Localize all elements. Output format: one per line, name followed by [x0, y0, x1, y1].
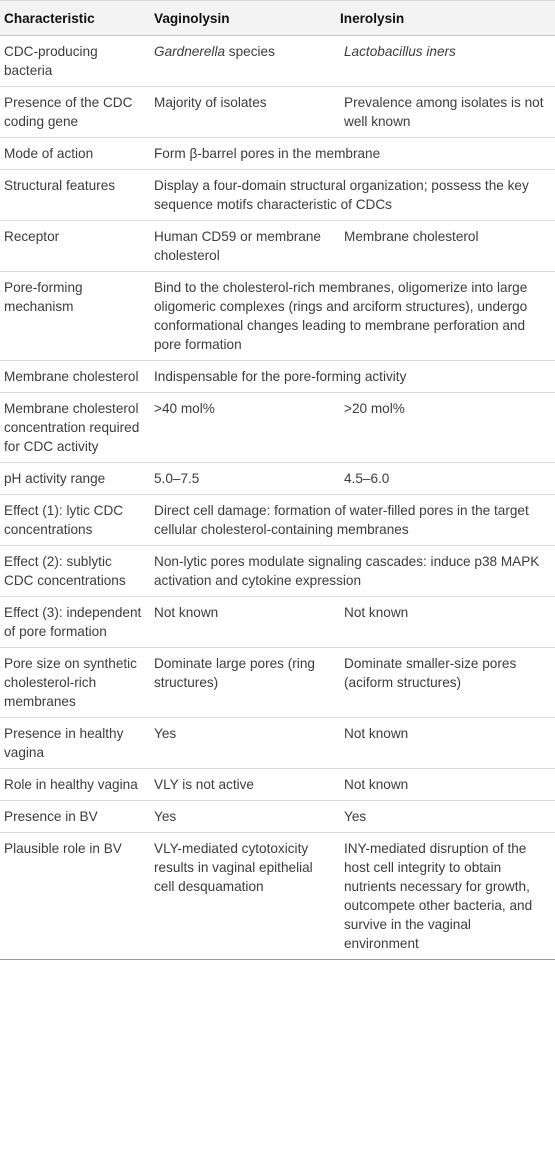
row-label: Membrane cholesterol: [4, 369, 139, 384]
row-label: Plausible role in BV: [4, 841, 122, 856]
vaginolysin-cell: Human CD59 or membrane cholesterol: [154, 229, 321, 263]
inerolysin-cell: 4.5–6.0: [344, 471, 390, 486]
row-label: Presence in healthy vagina: [4, 726, 124, 760]
table-row: [0, 221, 555, 272]
inerolysin-cell: Lactobacillus iners: [344, 44, 456, 59]
shared-cell: Non-lytic pores modulate signaling cascades: induce p38 MAPK activation and cytokine expression: [154, 554, 540, 588]
shared-cell: Indispensable for the pore-forming activity: [154, 369, 407, 384]
row-label: Receptor: [4, 229, 60, 244]
table-row: [0, 495, 555, 546]
table-row: [0, 393, 555, 463]
vaginolysin-cell: [150, 36, 336, 87]
table-row: [0, 546, 555, 597]
genus-suffix: species: [225, 44, 275, 59]
row-label: Presence of the CDC coding gene: [4, 95, 133, 129]
row-label: Pore size on synthetic cholesterol-rich membranes: [4, 656, 137, 709]
inerolysin-cell: Not known: [344, 605, 409, 620]
header-inerolysin: Inerolysin: [336, 1, 555, 36]
inerolysin-cell: Dominate smaller-size pores (aciform structures): [344, 656, 517, 690]
table-row: [0, 36, 555, 87]
table-row: [0, 801, 555, 833]
table-row: [0, 648, 555, 718]
vaginolysin-cell: Majority of isolates: [154, 95, 267, 110]
row-label: CDC-producing bacteria: [4, 44, 98, 78]
row-label: Effect (2): sublytic CDC concentrations: [4, 554, 126, 588]
row-label: Mode of action: [4, 146, 94, 161]
shared-cell: Display a four-domain structural organization; possess the key sequence motifs characteristic of CDCs: [154, 178, 529, 212]
vaginolysin-cell: VLY is not active: [154, 777, 254, 792]
row-label: Role in healthy vagina: [4, 777, 138, 792]
vaginolysin-cell: Yes: [154, 809, 177, 824]
table-row: [0, 833, 555, 960]
inerolysin-cell: Not known: [344, 726, 409, 741]
row-label: Effect (3): independent of pore formation: [4, 605, 142, 639]
vaginolysin-cell: 5.0–7.5: [154, 471, 200, 486]
table-row: [0, 361, 555, 393]
table-row: [0, 138, 555, 170]
inerolysin-cell: Yes: [344, 809, 367, 824]
table-row: [0, 87, 555, 138]
table-body: [0, 36, 555, 960]
row-label: Pore-forming mechanism: [4, 280, 83, 314]
table-row: [0, 769, 555, 801]
row-label: Membrane cholesterol concentration required for CDC activity: [4, 401, 140, 454]
table-header: [0, 1, 555, 36]
row-label: Effect (1): lytic CDC concentrations: [4, 503, 124, 537]
inerolysin-cell: Membrane cholesterol: [344, 229, 479, 244]
header-vaginolysin: Vaginolysin: [150, 1, 336, 36]
shared-cell: Direct cell damage: formation of water-filled pores in the target cellular cholesterol-containing membranes: [154, 503, 529, 537]
table-row: [0, 597, 555, 648]
row-label: Presence in BV: [4, 809, 98, 824]
row-label: pH activity range: [4, 471, 106, 486]
inerolysin-cell: >20 mol%: [344, 401, 405, 416]
table-row: [0, 272, 555, 361]
table-row: [0, 170, 555, 221]
vaginolysin-cell: >40 mol%: [154, 401, 215, 416]
genus-name: Gardnerella: [154, 44, 226, 59]
shared-cell: Bind to the cholesterol-rich membranes, oligomerize into large oligomeric complexes (rings and arciform structures), undergo conformational changes leading to membrane perforation and pore formation: [154, 280, 528, 352]
inerolysin-cell: INY-mediated disruption of the host cell integrity to obtain nutrients necessary for growth, outcompete other bacteria, and survive in the vaginal environment: [344, 841, 533, 951]
vaginolysin-cell: Yes: [154, 726, 177, 741]
vaginolysin-cell: Not known: [154, 605, 219, 620]
inerolysin-cell: Prevalence among isolates is not well known: [344, 95, 544, 129]
vaginolysin-cell: VLY-mediated cytotoxicity results in vaginal epithelial cell desquamation: [154, 841, 313, 894]
inerolysin-cell: Not known: [344, 777, 409, 792]
shared-cell: Form β-barrel pores in the membrane: [154, 146, 381, 161]
table-row: [0, 463, 555, 495]
vaginolysin-cell: Dominate large pores (ring structures): [154, 656, 315, 690]
row-label: Structural features: [4, 178, 116, 193]
header-characteristic: Characteristic: [0, 1, 150, 36]
header-row: [0, 1, 555, 36]
table-row: [0, 718, 555, 769]
